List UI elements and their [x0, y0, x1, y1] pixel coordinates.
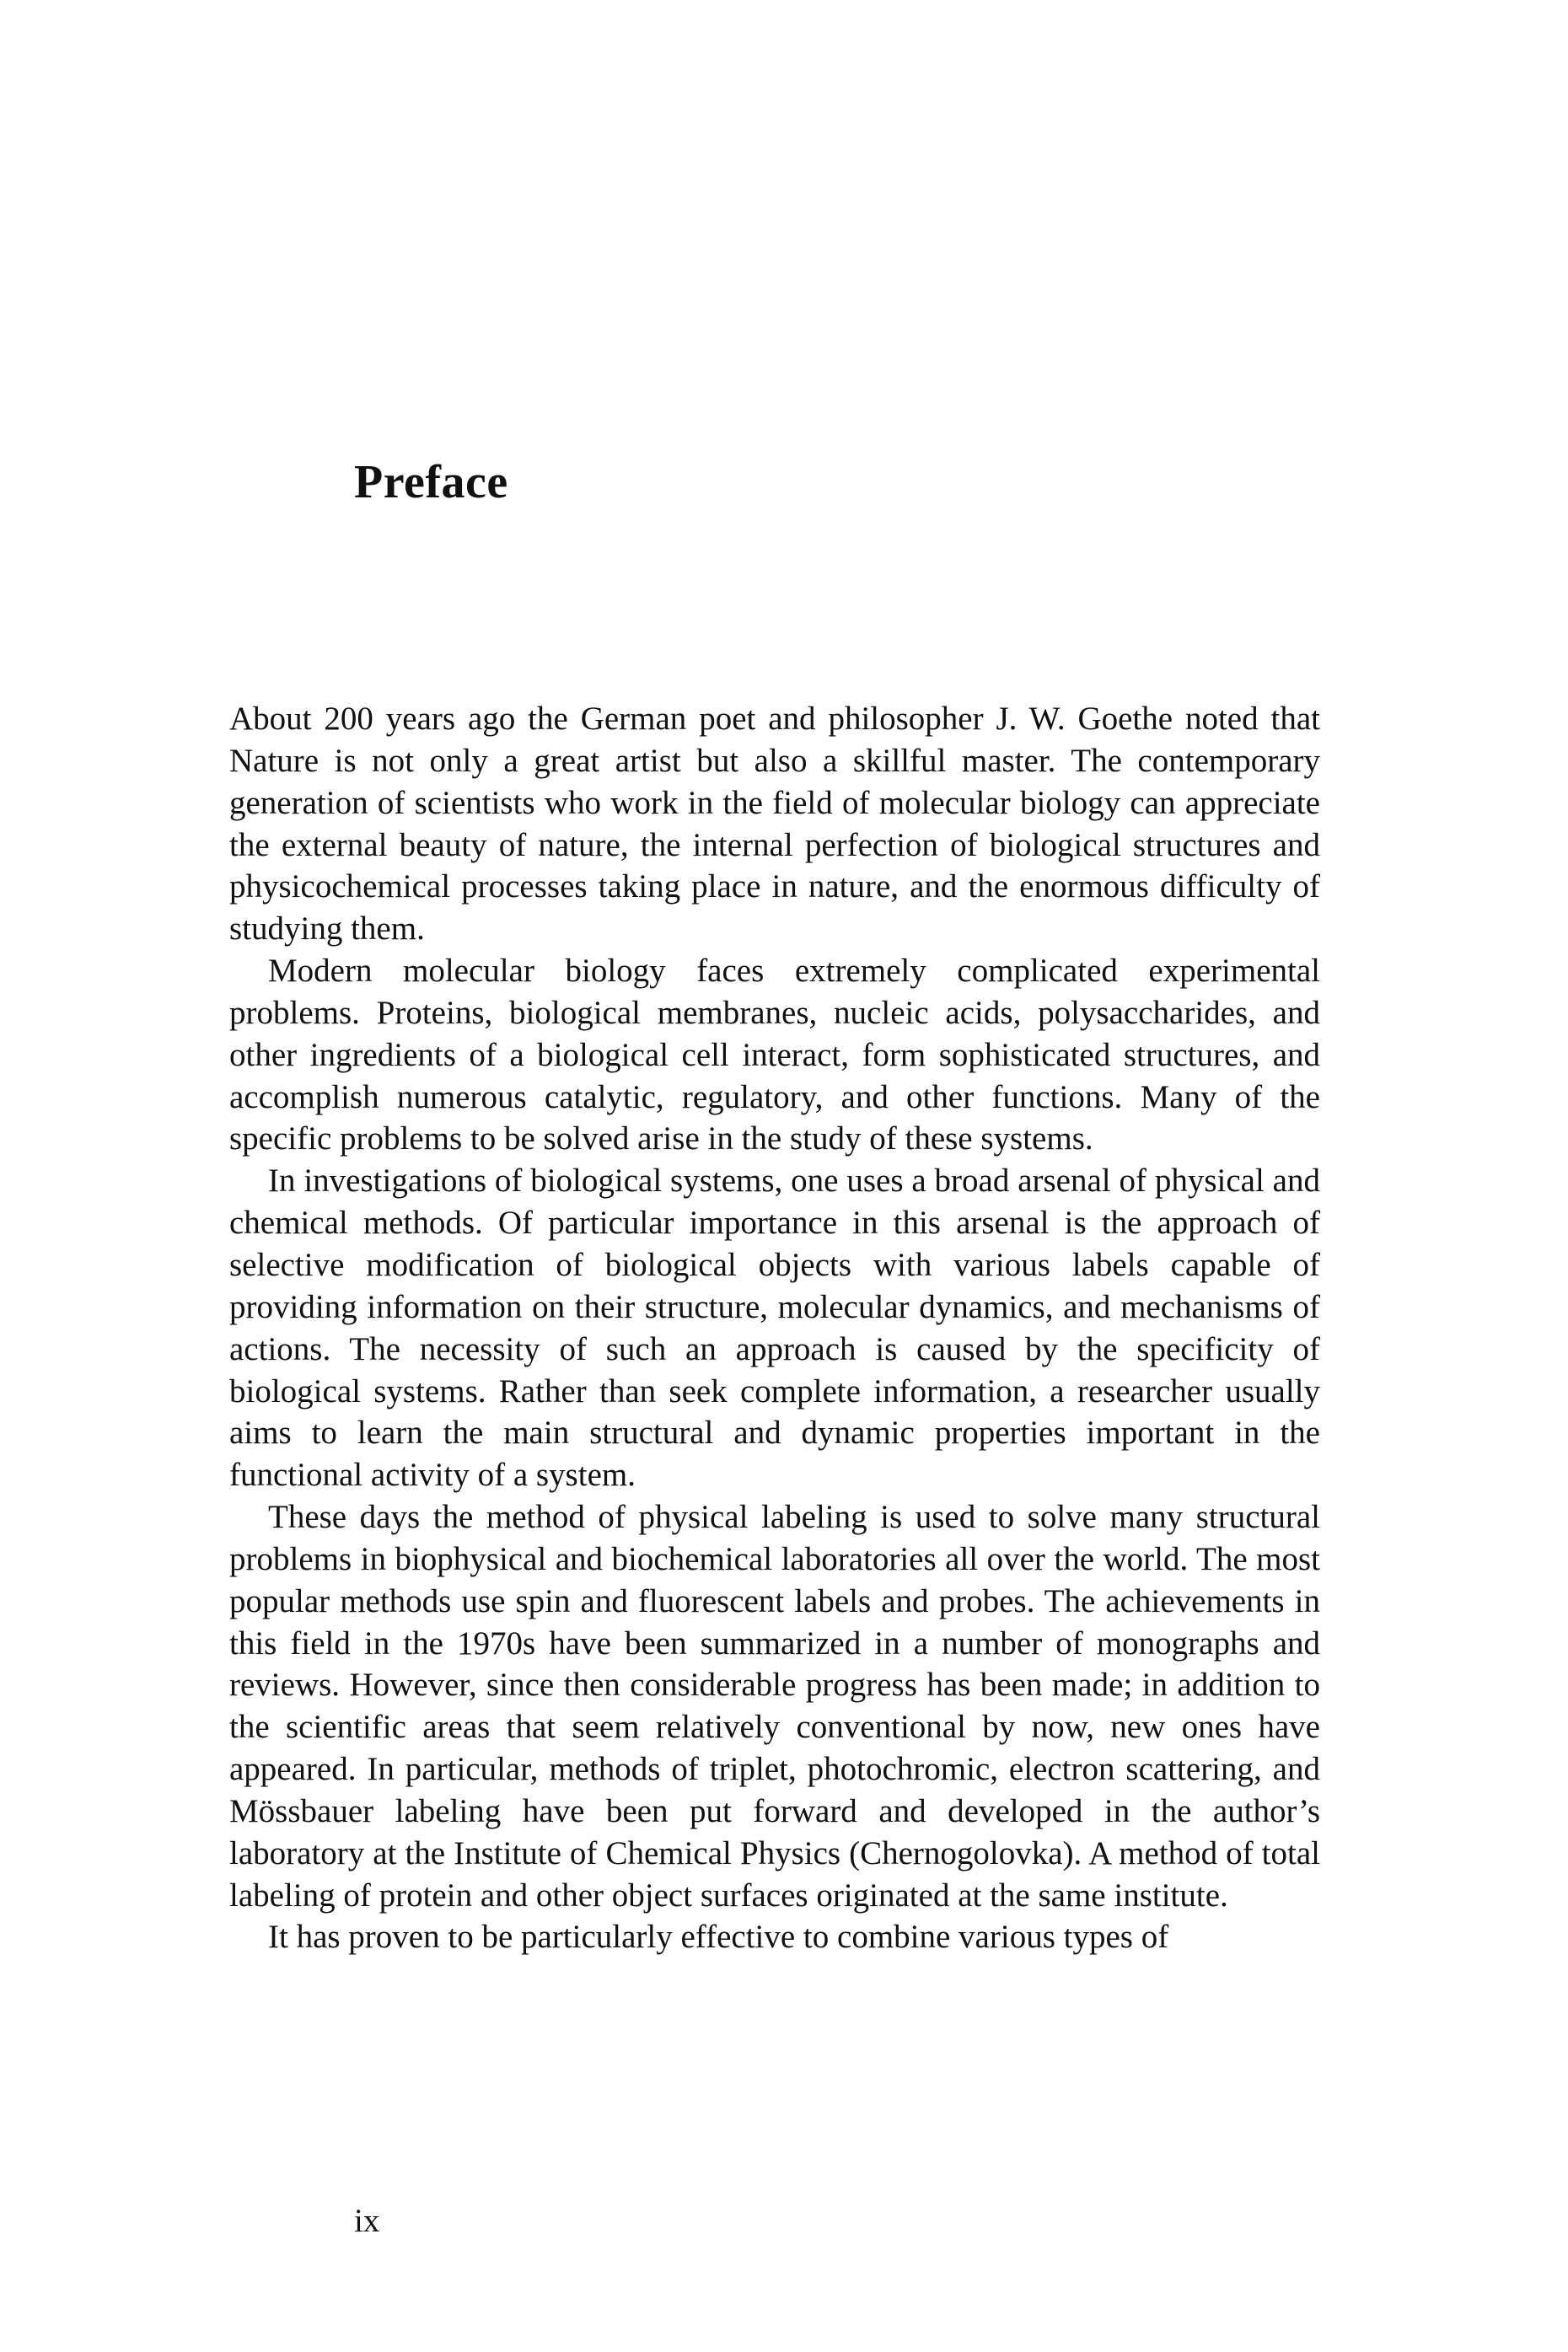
page-number: ix [354, 2203, 380, 2239]
preface-body [229, 698, 1320, 1958]
page-title: Preface [354, 456, 508, 508]
paragraph-5: It has proven to be particularly effective to combine various types of [268, 1919, 1169, 1956]
paragraph-2: Modern molecular biology faces extremely complicated experimental problems. Proteins, biological membranes, nucleic acids, polysaccharides, and other ingredients of a biological cell interact, form sophisticated structures, and accomplish numerous catalytic, regulatory, and other functions. Many of the specific problems to be solved arise in the study of these systems. [229, 953, 1320, 1157]
paragraph-4: These days the method of physical labeling is used to solve many structural problems in biophysical and biochemical laboratories all over the world. The most popular methods use spin and fluorescent labels and probes. The achievements in this field in the 1970s have been summarized in a number of monographs and reviews. However, since then considerable progress has been made; in addition to the scientific areas that seem relatively conventional by now, new ones have appeared. In particular, methods of triplet, photochromic, electron scattering, and Mössbauer labeling have been put forward and developed in the author’s laboratory at the Institute of Chemical Physics (Chernogolovka). A method of total labeling of protein and other object surfaces originated at the same institute. [229, 1499, 1320, 1914]
paragraph-1: About 200 years ago the German poet and philosopher J. W. Goethe noted that Nature is not only a great artist but also a skillful master. The contemporary generation of scientists who work in the field of molecular biology can appreciate the external beauty of nature, the internal perfection of biological structures and physicochemical processes taking place in nature, and the enormous difficulty of studying them. [229, 701, 1320, 948]
paragraph-3: In investigations of biological systems, one uses a broad arsenal of physical and chemical methods. Of particular importance in this arsenal is the approach of selective modification of biological objects with various labels capable of providing information on their structure, molecular dynamics, and mechanisms of actions. The necessity of such an approach is caused by the specificity of biological systems. Rather than seek complete information, a researcher usually aims to learn the main structural and dynamic properties important in the functional activity of a system. [229, 1163, 1320, 1494]
